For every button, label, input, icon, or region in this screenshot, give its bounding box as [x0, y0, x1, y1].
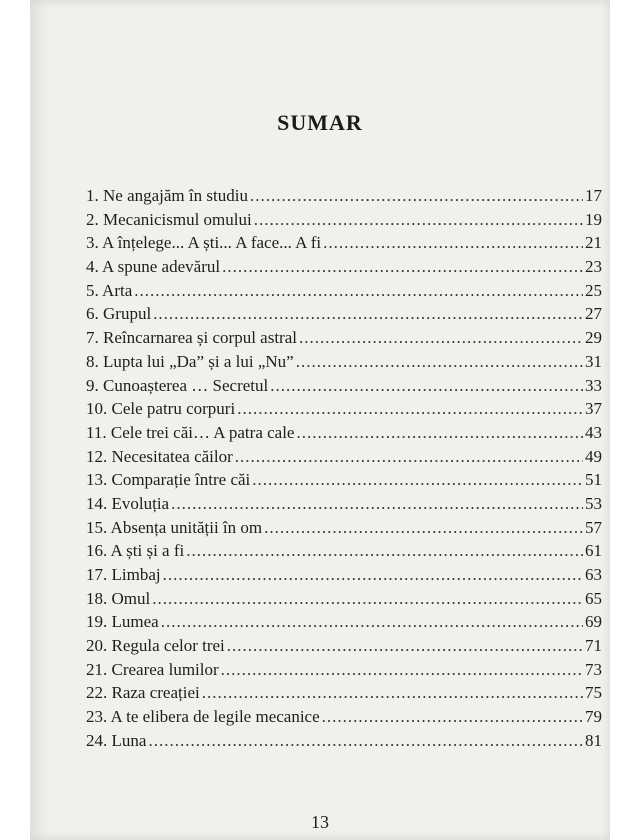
- book-page: [30, 0, 610, 840]
- toc-entry-page: 71: [585, 636, 602, 656]
- dot-leader: [250, 186, 583, 206]
- page-number: 13: [311, 812, 329, 832]
- toc-entry: [86, 376, 602, 400]
- toc-entry-title: 23. A te elibera de legile mecanice: [86, 707, 320, 727]
- toc-entry-page: 51: [585, 470, 602, 490]
- toc-entry: [86, 399, 602, 423]
- dot-leader: [264, 518, 583, 538]
- dot-leader: [152, 589, 583, 609]
- toc-entry-title: 16. A ști și a fi: [86, 541, 185, 561]
- dot-leader: [153, 304, 583, 324]
- toc-entry-page: 27: [585, 304, 602, 324]
- toc-entry-page: 17: [585, 186, 602, 205]
- toc-entry-title: 12. Necesitatea căilor: [86, 446, 233, 466]
- toc-entry-page: 49: [585, 446, 602, 466]
- dot-leader: [252, 470, 583, 490]
- toc-entry-title: 24. Luna: [86, 730, 147, 750]
- toc-entry-title: 19. Lumea: [86, 612, 159, 632]
- toc-entry-page: 29: [585, 328, 602, 348]
- toc-entry: [86, 683, 602, 707]
- dot-leader: [296, 352, 583, 372]
- toc-entry-title: 15. Absența unității în om: [86, 517, 263, 537]
- toc-entry: [86, 518, 602, 542]
- dot-leader: [235, 447, 583, 467]
- dot-leader: [237, 399, 583, 419]
- toc-entry: [86, 352, 602, 376]
- dot-leader: [227, 636, 583, 656]
- toc-entry-page: 43: [585, 422, 602, 442]
- toc-entry: [86, 494, 602, 518]
- toc-entry: [86, 257, 602, 281]
- page-title: SUMAR: [277, 110, 363, 135]
- toc-entry-page: 21: [585, 233, 602, 253]
- toc-entry-title: 3. A înțelege... A ști... A face... A fi: [86, 233, 322, 253]
- dot-leader: [299, 328, 583, 348]
- toc-entry-title: 22. Raza creației: [86, 683, 200, 703]
- toc-entry-page: 19: [585, 209, 602, 229]
- dot-leader: [171, 494, 583, 514]
- toc-entry-page: 23: [585, 257, 602, 277]
- toc-entry: [86, 281, 602, 305]
- dot-leader: [221, 660, 583, 680]
- toc-entry: [86, 636, 602, 660]
- toc-entry-title: 8. Lupta lui „Da” și a lui „Nu”: [86, 351, 294, 371]
- toc-entry: [86, 447, 602, 471]
- toc-entry-page: 79: [585, 707, 602, 727]
- table-of-contents: [86, 186, 602, 755]
- dot-leader: [254, 210, 583, 230]
- toc-entry-page: 63: [585, 565, 602, 584]
- toc-entry-page: 73: [585, 659, 602, 679]
- toc-entry: [86, 612, 602, 636]
- toc-entry: [86, 186, 602, 210]
- toc-entry-page: 61: [585, 541, 602, 561]
- toc-entry-title: 20. Regula celor trei: [86, 636, 225, 656]
- toc-entry-title: 2. Mecanicismul omului: [86, 209, 252, 229]
- toc-entry: [86, 707, 602, 731]
- toc-entry-title: 10. Cele patru corpuri: [86, 399, 236, 419]
- toc-entry-page: 65: [585, 588, 602, 608]
- toc-entry-title: 9. Cunoașterea … Secretul: [86, 375, 269, 395]
- dot-leader: [161, 612, 583, 632]
- toc-entry: [86, 660, 602, 684]
- toc-entry-page: 81: [585, 730, 602, 750]
- toc-entry-title: 5. Arta: [86, 280, 133, 300]
- toc-entry-title: 4. A spune adevărul: [86, 257, 221, 277]
- toc-entry-title: 14. Evoluția: [86, 493, 170, 513]
- dot-leader: [134, 281, 583, 301]
- dot-leader: [222, 257, 583, 277]
- toc-entry-title: 21. Crearea lumilor: [86, 659, 219, 679]
- toc-entry-title: 1. Ne angajăm în studiu: [86, 186, 248, 205]
- toc-entry-title: 11. Cele trei căi… A patra cale: [86, 422, 295, 442]
- dot-leader: [202, 683, 583, 703]
- dot-leader: [148, 731, 583, 751]
- toc-entry: [86, 565, 602, 589]
- dot-leader: [323, 233, 583, 253]
- toc-entry-title: 18. Omul: [86, 588, 151, 608]
- toc-entry-page: 53: [585, 493, 602, 513]
- toc-entry: [86, 304, 602, 328]
- toc-entry: [86, 210, 602, 234]
- toc-entry: [86, 423, 602, 447]
- dot-leader: [163, 565, 583, 585]
- toc-entry-page: 25: [585, 280, 602, 300]
- toc-entry-title: 17. Limbaj: [86, 565, 161, 584]
- toc-entry-page: 33: [585, 375, 602, 395]
- toc-entry-page: 57: [585, 517, 602, 537]
- dot-leader: [186, 541, 583, 561]
- toc-entry-title: 6. Grupul: [86, 304, 152, 324]
- toc-entry: [86, 731, 602, 755]
- toc-entry: [86, 233, 602, 257]
- toc-entry: [86, 589, 602, 613]
- toc-entry-title: 13. Comparație între căi: [86, 470, 251, 490]
- dot-leader: [322, 707, 583, 727]
- toc-entry-page: 31: [585, 351, 602, 371]
- toc-entry-page: 37: [585, 399, 602, 419]
- toc-entry-page: 75: [585, 683, 602, 703]
- dot-leader: [296, 423, 583, 443]
- toc-entry: [86, 328, 602, 352]
- toc-entry: [86, 541, 602, 565]
- toc-entry-title: 7. Reîncarnarea și corpul astral: [86, 328, 297, 348]
- toc-entry-page: 69: [585, 612, 602, 632]
- dot-leader: [270, 376, 583, 396]
- toc-entry: [86, 470, 602, 494]
